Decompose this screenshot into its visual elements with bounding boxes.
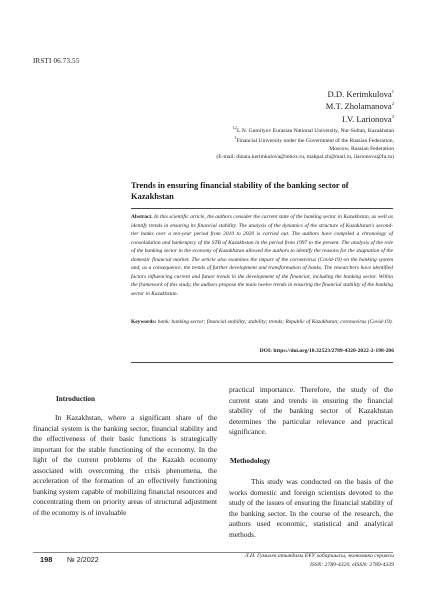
keywords-label: Keywords: xyxy=(131,319,157,325)
author-emails: (E-mail: dinara.kerimkulova@inbox.ru, makpal.zh@mail.ru, ilarionova@fa.ru) xyxy=(216,153,394,160)
affiliations xyxy=(184,125,394,161)
affiliation-line: Moscow, Russian Federation xyxy=(329,145,394,152)
keywords xyxy=(131,318,393,327)
irsti-code: IRSTI 06.73.55 xyxy=(33,57,80,65)
author-name: I.V. Larionova$^3$ xyxy=(342,113,394,124)
methodology-text: This study was conducted on the basis of the works domestic and foreign scientists devoted to the study of the issues of ensuring the financial stability of the banking sector. In the course of the research, the authors used economic, statistical and analytical methods. xyxy=(229,477,393,539)
methodology-heading: Methodology xyxy=(230,457,271,465)
introduction-heading: Introduction xyxy=(56,395,96,403)
page-number: 198 xyxy=(40,555,53,564)
abstract xyxy=(131,213,393,298)
article-title: Trends in ensuring financial stability of the banking sector of Kazakhstan xyxy=(131,181,349,201)
abstract-text: In this scientific article, the authors consider the current state of the banking sector in Kazakhstan, as well as identify trends in ensuring its financial stability. The analysis of the dynamics of the structure of Kazakhstan's second-tier banks over a ten-year period from 2010 to 2020 is carried out. The authors have compiled a chronology of consolidation and bankruptcy of the STB of Kazakhstan in the period from 1997 to the present. The analysis of the role of the banking sector in the economy of Kazakhstan allowed the authors to identify the reasons for the stagnation of the domestic financial market. The article also examines the impact of the coronavirus (Covid-19) on the banking system and, as a consequence, the trends of further development and transformation of banks. The researchers have identified factors influencing current and future trends in the development of the financial, including the banking sector. Within the framework of this study, the authors propose the main twelve trends in ensuring the financial stability of the banking sector in Kazakhstan. xyxy=(131,214,394,297)
keywords-text: bank; banking sector; financial stability; stability; trends; Republic of Kazakhstan; coronavirus (Covid-19). xyxy=(157,319,393,325)
abstract-label: Abstract. xyxy=(131,214,153,220)
author-name: M.T. Zholamanova$^2$ xyxy=(325,101,394,112)
introduction-text: In Kazakhstan, where a significant share of the financial system is the banking sector, financial stability and the effectiveness of their basic functions is strategically important for the stable functioning of the economy. In the light of the current problems of the Kazakh economy associated with overcoming the crisis phenomena, the acceleration of the formation of an effectively functioning banking system capable of mobilizing financial resources and concentrating them on priority areas of structural adjustment of the economy is of invaluable xyxy=(33,413,217,517)
introduction-continued-text: practical importance. Therefore, the study of the current state and trends in ensuring the financial stability of the banking sector of Kazakhstan determines the particular relevance and practical significance. xyxy=(229,385,393,437)
author-name: D.D. Kerimkulova$^1$ xyxy=(327,88,394,99)
abstract-top-rule xyxy=(131,208,393,209)
affiliation-line: $^{1,2}$L.N. Gumilyov Eurasian National University, Nur-Sultan, Kazakhstan xyxy=(232,126,394,134)
affiliation-line: $^3$Financial University under the Government of the Russian Federation, xyxy=(234,136,394,145)
issue-number: № 2/2022 xyxy=(67,555,99,564)
issn: ISSN: 2789-4320, eISSN: 2789-4339 xyxy=(309,562,394,568)
doi-link[interactable]: DOI: https://doi.org/10.32523/2789-4320-2022-2-198-206 xyxy=(259,348,394,354)
abstract-bottom-rule xyxy=(131,362,393,363)
author-list xyxy=(326,87,394,124)
journal-name: Л.Н. Гумилев атындағы ЕҰУ хабаршысы, экономика сериясы xyxy=(244,553,394,559)
